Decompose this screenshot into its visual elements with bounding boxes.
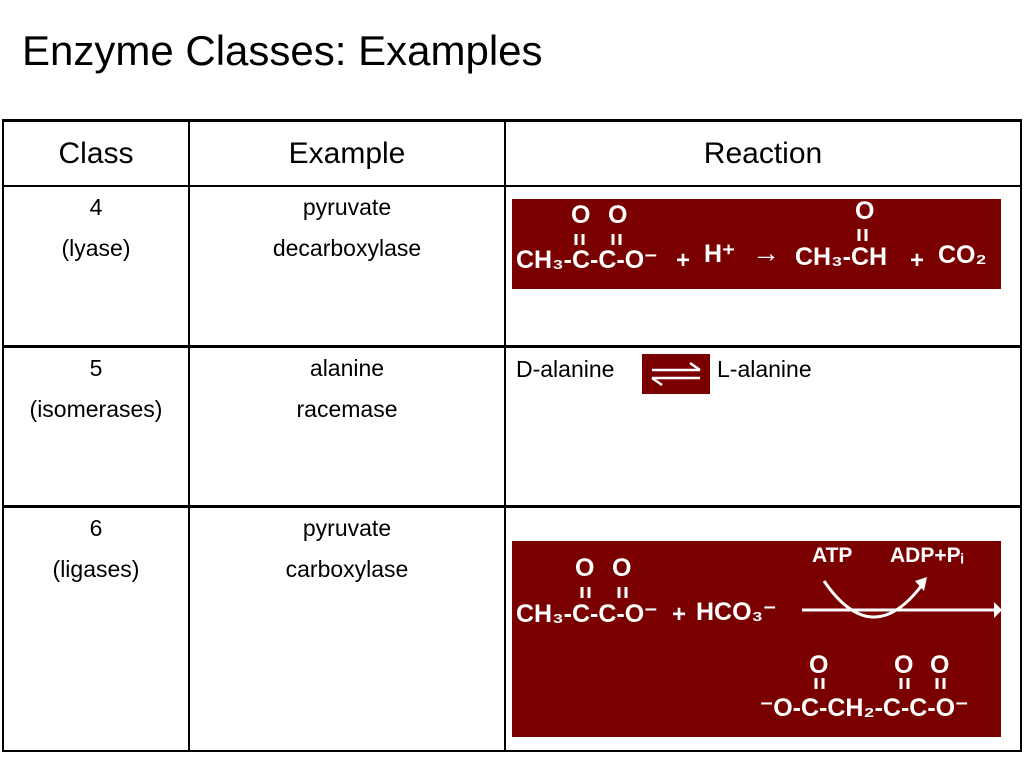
- example-line1: alanine: [309, 354, 385, 381]
- plus: +: [672, 600, 687, 628]
- header-example: Example: [189, 121, 505, 187]
- class-number: 5: [89, 354, 103, 381]
- class-name: (ligases): [52, 555, 140, 582]
- class-cell: [3, 186, 189, 346]
- slide-title: Enzyme Classes: Examples: [22, 27, 543, 74]
- reaction-cell: [505, 186, 1021, 346]
- reaction-box-lyase: [512, 199, 1001, 289]
- reaction-box-ligase: [512, 541, 1001, 737]
- example-line1: pyruvate: [302, 514, 392, 541]
- d-alanine: D-alanine: [516, 355, 615, 382]
- l-alanine: L-alanine: [717, 355, 812, 382]
- carbonyl-o-2: O: [612, 553, 632, 582]
- reactant-pyruvate: CH₃-C-C-O⁻: [516, 246, 658, 274]
- class-name: (isomerases): [29, 395, 163, 422]
- table-row-isomerases: [3, 346, 1021, 506]
- atp-label: ATP: [812, 543, 853, 567]
- table-row-lyase: [3, 186, 1021, 346]
- reaction-cell: [505, 346, 1021, 506]
- example-line2: racemase: [296, 395, 398, 422]
- plus-2: +: [910, 247, 925, 274]
- carbonyl-o-1: O: [575, 553, 595, 582]
- reaction-cell: [505, 506, 1021, 751]
- adp-pi-label: ADP+Pᵢ: [890, 543, 964, 567]
- table-row-ligases: [3, 506, 1021, 751]
- proton: H⁺: [704, 240, 736, 268]
- product-oxaloacetate: ⁻O-C-CH₂-C-C-O⁻: [760, 693, 969, 722]
- class-cell: [3, 506, 189, 751]
- enzyme-table: [2, 119, 1022, 752]
- reaction-arrow-icon: →: [752, 237, 780, 268]
- example-line1: pyruvate: [302, 194, 392, 220]
- header-class: Class: [3, 121, 189, 187]
- example-line2: carboxylase: [285, 555, 409, 582]
- carbonyl-o-1: O: [571, 201, 591, 229]
- example-cell: [189, 506, 505, 751]
- plus-1: +: [676, 247, 691, 274]
- product-o-3: O: [930, 650, 950, 679]
- header-reaction: Reaction: [505, 121, 1021, 187]
- co2: CO₂: [938, 241, 987, 269]
- carbonyl-o-2: O: [608, 201, 628, 229]
- carbonyl-o-3: O: [855, 197, 875, 225]
- example-cell: [189, 186, 505, 346]
- product-o-1: O: [809, 650, 829, 679]
- class-number: 4: [89, 194, 103, 220]
- equilibrium-arrow-icon: [642, 354, 710, 394]
- class-name: (lyase): [61, 235, 131, 261]
- example-line2: decarboxylase: [272, 235, 422, 261]
- product-o-2: O: [894, 650, 914, 679]
- class-number: 6: [89, 514, 103, 541]
- table-header-row: [3, 121, 1021, 187]
- example-cell: [189, 346, 505, 506]
- bicarbonate: HCO₃⁻: [696, 597, 777, 626]
- reactant-pyruvate: CH₃-C-C-O⁻: [516, 599, 658, 628]
- product-acetaldehyde: CH₃-CH: [795, 243, 888, 271]
- class-cell: [3, 346, 189, 506]
